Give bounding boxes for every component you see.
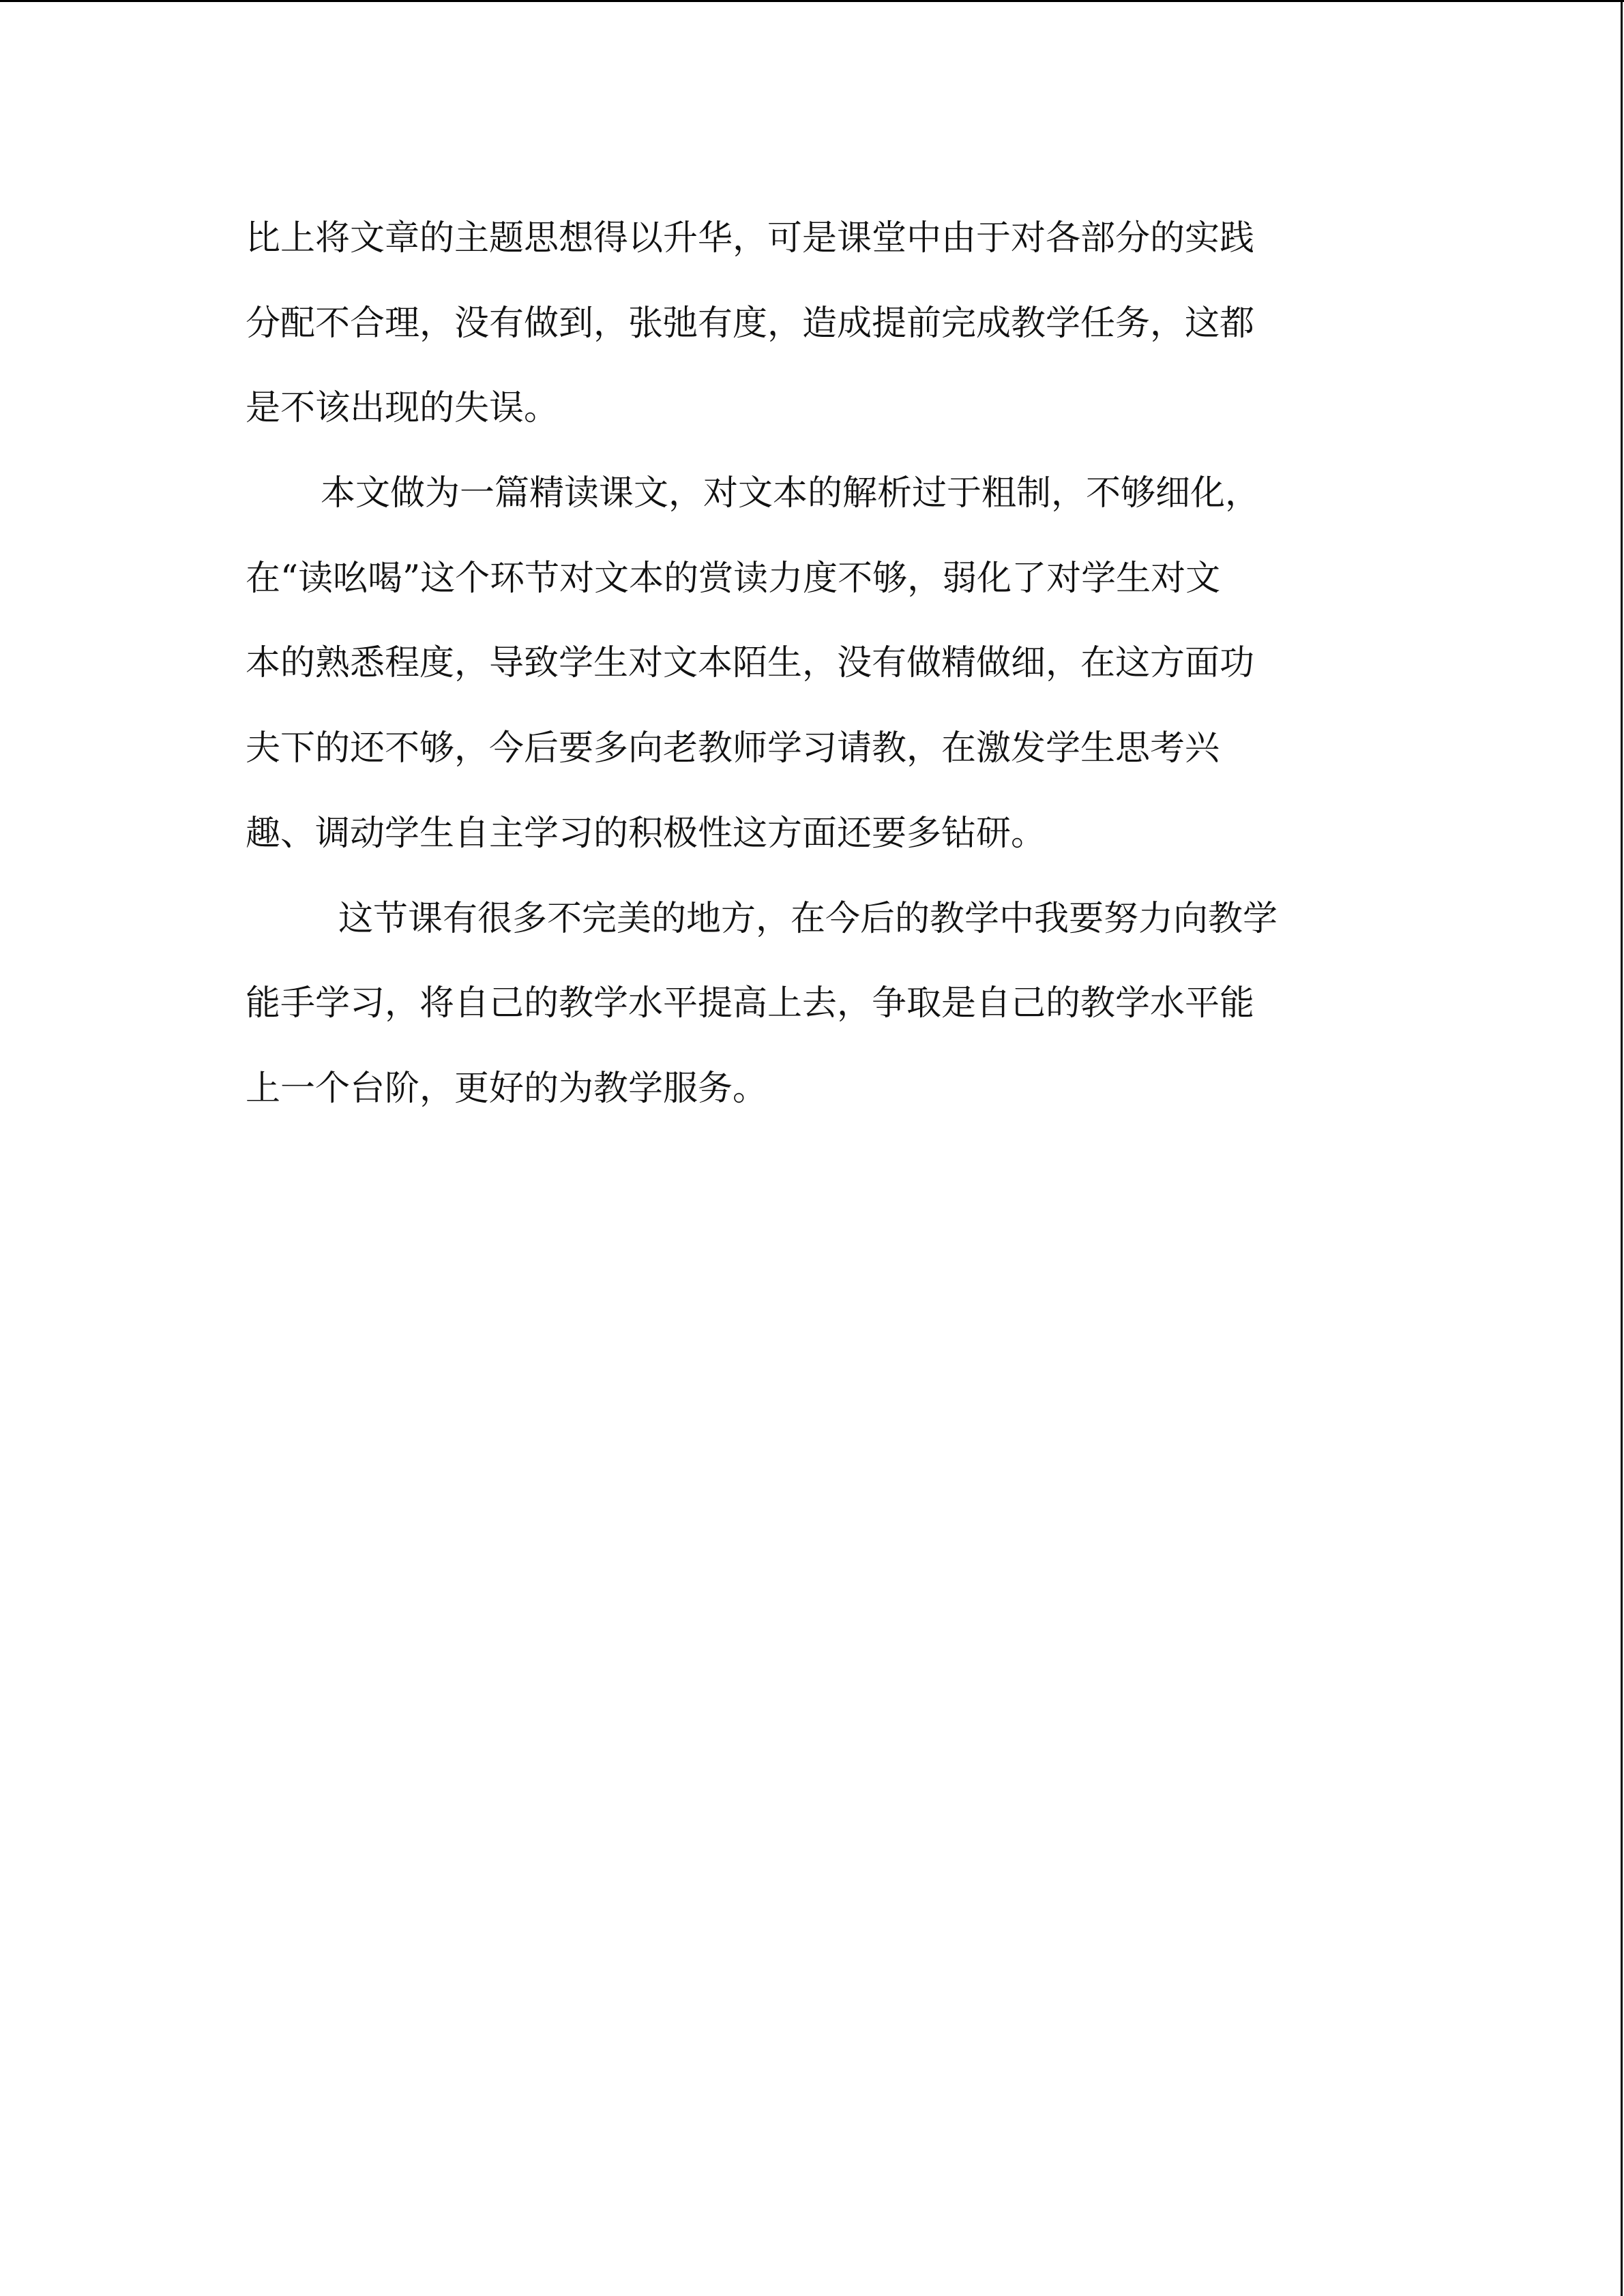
paragraph-2-line-4: 夫下的还不够，今后要多向老教师学习请教，在激发学生思考兴 (246, 728, 1220, 769)
paragraph-3-line-2: 能手学习，将自己的教学水平提高上去，争取是自己的教学水平能 (246, 983, 1255, 1024)
page-top-border (0, 0, 1624, 2)
paragraph-3-line-1: 这节课有很多不完美的地方，在今后的教学中我要努力向教学 (338, 899, 1278, 939)
page-right-border (1621, 0, 1623, 2296)
paragraph-2-line-5: 趣、调动学生自主学习的积极性这方面还要多钻研。 (246, 814, 1046, 854)
paragraph-1-line-2: 分配不合理，没有做到，张弛有度，造成提前完成教学任务，这都 (246, 303, 1255, 344)
paragraph-1-line-1: 比上将文章的主题思想得以升华，可是课堂中由于对各部分的实践 (246, 218, 1255, 258)
paragraph-3-line-3: 上一个台阶，更好的为教学服务。 (246, 1069, 768, 1109)
paragraph-2-line-3: 本的熟悉程度，导致学生对文本陌生，没有做精做细，在这方面功 (246, 643, 1255, 683)
paragraph-2-line-2: 在“读吆喝”这个环节对文本的赏读力度不够，弱化了对学生对文 (246, 558, 1221, 599)
paragraph-1-line-3: 是不该出现的失误。 (246, 388, 559, 428)
paragraph-2-line-1: 本文做为一篇精读课文，对文本的解析过于粗制，不够细化， (321, 473, 1260, 513)
